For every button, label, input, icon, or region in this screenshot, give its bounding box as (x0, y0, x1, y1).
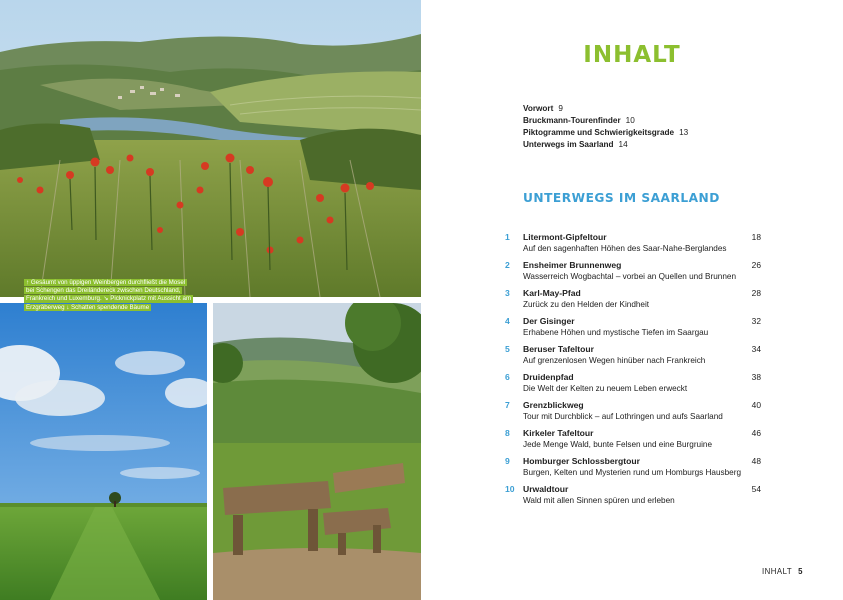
tour-entry[interactable] (505, 288, 761, 310)
tour-entry[interactable] (505, 428, 761, 450)
tour-entry[interactable] (505, 400, 761, 422)
front-matter-item[interactable] (523, 115, 688, 127)
tour-entry[interactable] (505, 260, 761, 282)
tour-page-number: 46 (751, 428, 761, 438)
folio-label: INHALT (762, 567, 793, 576)
tour-entry[interactable] (505, 372, 761, 394)
front-matter-page: 10 (625, 116, 635, 125)
tour-subtitle: Die Welt der Kelten zu neuem Leben erweckt (523, 384, 688, 393)
tour-page-number: 26 (751, 260, 761, 270)
tour-page-number: 48 (751, 456, 761, 466)
tour-entry[interactable] (505, 456, 761, 478)
tour-title: Der Gisinger (523, 316, 575, 326)
tour-title: Grenzblickweg (523, 400, 584, 410)
tour-entry[interactable] (505, 232, 761, 254)
caption-line: ↑ Gesäumt von üppigen Weinbergen durchfließt die Mosel (26, 279, 186, 286)
field-tree-photo (0, 303, 207, 600)
page-folio (762, 567, 803, 576)
contents-page (421, 0, 843, 600)
tour-page-number: 38 (751, 372, 761, 382)
photo-page (0, 0, 421, 600)
front-matter-list (523, 103, 688, 151)
folio-page-number: 5 (798, 567, 803, 576)
tour-subtitle: Auf grenzenlosen Wegen hinüber nach Frankreich (523, 356, 706, 365)
front-matter-page: 9 (558, 104, 563, 113)
front-matter-item[interactable] (523, 127, 688, 139)
front-matter-title: Vorwort (523, 104, 554, 113)
tour-subtitle: Erhabene Höhen und mystische Tiefen im Saargau (523, 328, 709, 337)
caption-line: Frankreich und Luxemburg. ↘ Picknickplatz mit Aussicht am (26, 295, 192, 303)
tour-entry[interactable] (505, 316, 761, 338)
front-matter-item[interactable] (523, 103, 688, 115)
tour-page-number: 40 (751, 400, 761, 410)
tour-number: 3 (505, 288, 510, 298)
mosel-valley-photo (0, 0, 421, 297)
tour-subtitle: Jede Menge Wald, bunte Felsen und eine Burgruine (523, 440, 713, 449)
tour-entry[interactable] (505, 344, 761, 366)
picnic-table-photo (213, 303, 421, 600)
front-matter-title: Piktogramme und Schwierigkeitsgrade (523, 128, 675, 137)
tour-page-number: 28 (751, 288, 761, 298)
tour-title: Litermont-Gipfeltour (523, 232, 607, 242)
front-matter-title: Bruckmann-Tourenfinder (523, 116, 621, 125)
tour-number: 2 (505, 260, 510, 270)
front-matter-page: 14 (618, 140, 628, 149)
front-matter-page: 13 (679, 128, 689, 137)
tour-title: Ensheimer Brunnenweg (523, 260, 622, 270)
tour-page-number: 32 (751, 316, 761, 326)
tour-page-number: 54 (751, 484, 761, 494)
caption-line: Erzgräberweg ↓ Schatten spendende Bäume (26, 303, 150, 311)
tour-title: Beruser Tafeltour (523, 344, 594, 354)
tour-number: 1 (505, 232, 510, 242)
tour-entry[interactable] (505, 484, 761, 506)
tour-number: 9 (505, 456, 510, 466)
tour-number: 4 (505, 316, 510, 326)
tour-title: Druidenpfad (523, 372, 574, 382)
page-title: INHALT (583, 42, 681, 68)
photo-caption (24, 279, 234, 312)
tour-number: 8 (505, 428, 510, 438)
tour-page-number: 34 (751, 344, 761, 354)
tour-number: 5 (505, 344, 510, 354)
front-matter-item[interactable] (523, 139, 688, 151)
caption-line: bei Schengen das Dreiländereck zwischen Deutschland, (26, 287, 181, 295)
tour-subtitle: Tour mit Durchblick – auf Lothringen und aufs Saarland (523, 412, 723, 421)
tour-title: Karl-May-Pfad (523, 288, 581, 298)
tour-subtitle: Burgen, Kelten und Mysterien rund um Homburgs Hausberg (523, 468, 741, 477)
tour-subtitle: Wasserreich Wogbachtal – vorbei an Quellen und Brunnen (523, 272, 736, 281)
tour-subtitle: Wald mit allen Sinnen spüren und erleben (523, 496, 675, 505)
tour-title: Kirkeler Tafeltour (523, 428, 594, 438)
tour-number: 10 (505, 484, 515, 494)
front-matter-title: Unterwegs im Saarland (523, 140, 614, 149)
tour-list (505, 232, 761, 512)
tour-title: Urwaldtour (523, 484, 569, 494)
tour-number: 6 (505, 372, 510, 382)
tour-subtitle: Zurück zu den Helden der Kindheit (523, 300, 650, 309)
tour-subtitle: Auf den sagenhaften Höhen des Saar-Nahe-Berglandes (523, 244, 727, 253)
section-heading: UNTERWEGS IM SAARLAND (523, 191, 720, 205)
tour-number: 7 (505, 400, 510, 410)
tour-page-number: 18 (751, 232, 761, 242)
tour-title: Homburger Schlossbergtour (523, 456, 640, 466)
